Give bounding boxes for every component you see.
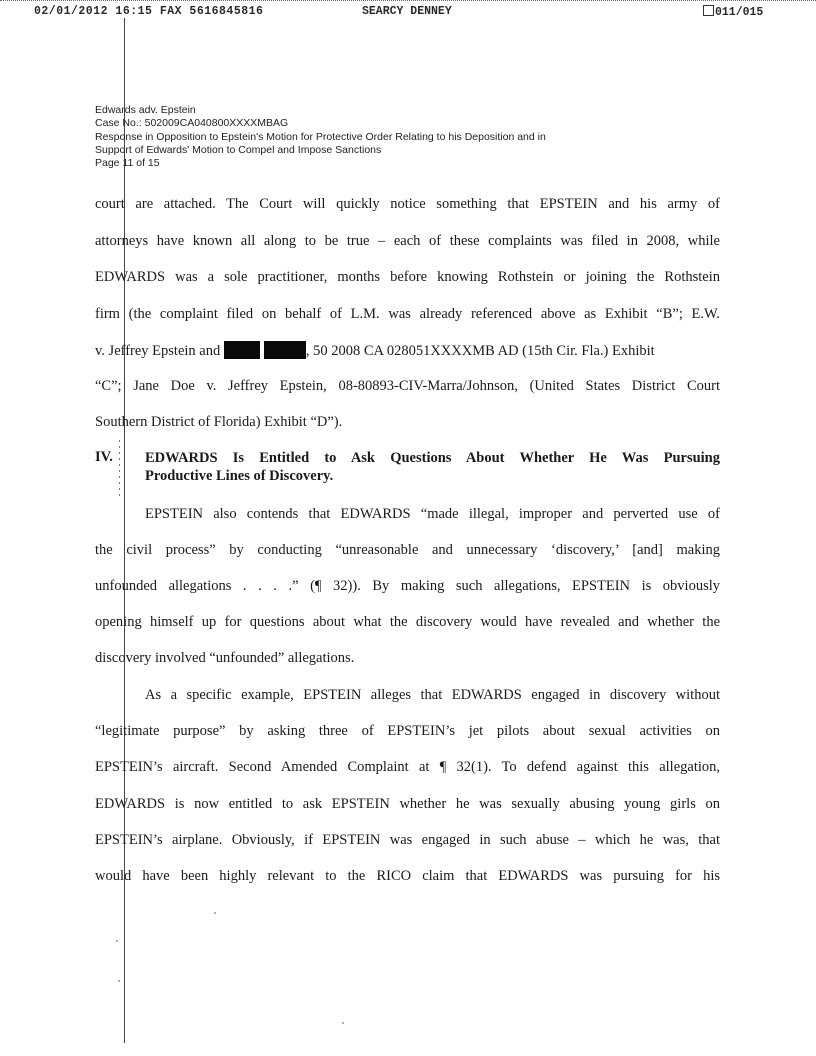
body-line: firm (the complaint filed on behalf of L.M. was already referenced above as Exhibit “B”; E.W. xyxy=(95,306,720,322)
fax-datetime-number: 02/01/2012 16:15 FAX 5616845816 xyxy=(34,5,264,18)
redaction-box xyxy=(264,341,306,359)
body-line: attorneys have known all along to be true – each of these complaints was filed in 2008, while xyxy=(95,233,720,249)
redaction-box xyxy=(224,341,260,359)
fax-sender: SEARCY DENNEY xyxy=(362,5,452,18)
body-line: “C”; Jane Doe v. Jeffrey Epstein, 08-80893-CIV-Marra/Johnson, (United States District Court xyxy=(95,378,720,394)
body-line: opening himself up for questions about what the discovery would have revealed and whether the xyxy=(95,614,720,630)
body-line-with-redaction xyxy=(95,341,720,360)
case-name: Edwards adv. Epstein xyxy=(95,104,196,116)
scan-artifact-line xyxy=(124,18,125,1043)
fax-page-counter-text: 011/015 xyxy=(715,6,764,19)
section-heading-line-2: Productive Lines of Discovery. xyxy=(145,468,334,484)
document-title-line-1: Response in Opposition to Epstein's Motion for Protective Order Relating to his Deposition and in xyxy=(95,130,546,143)
body-line: EPSTEIN’s airplane. Obviously, if EPSTEIN was engaged in such abuse – which he was, that xyxy=(95,832,720,848)
body-line: EDWARDS is now entitled to ask EPSTEIN whether he was sexually abusing young girls on xyxy=(95,796,720,812)
section-number: IV. xyxy=(95,449,113,465)
body-line: discovery involved “unfounded” allegations. xyxy=(95,650,355,666)
checkbox-icon xyxy=(703,5,714,16)
section-heading-line-1: EDWARDS Is Entitled to Ask Questions About Whether He Was Pursuing xyxy=(145,450,720,466)
body-line: EPSTEIN also contends that EDWARDS “made illegal, improper and perverted use of xyxy=(145,506,720,522)
document-title-line-2: Support of Edwards' Motion to Compel and Impose Sanctions xyxy=(95,143,382,156)
body-line: the civil process” by conducting “unreasonable and unnecessary ‘discovery,’ [and] making xyxy=(95,542,720,558)
body-line: “legitimate purpose” by asking three of EPSTEIN’s jet pilots about sexual activities on xyxy=(95,723,720,739)
body-line: unfounded allegations . . . .” (¶ 32)). By making such allegations, EPSTEIN is obviously xyxy=(95,578,720,594)
fax-header xyxy=(0,0,816,21)
scan-speck xyxy=(342,1022,344,1024)
fax-page-counter xyxy=(703,5,763,19)
body-line: court are attached. The Court will quickly notice something that EPSTEIN and his army of xyxy=(95,196,720,212)
scan-speck xyxy=(214,912,216,914)
body-text: , 50 2008 CA 028051XXXXMB AD (15th Cir. Fla.) Exhibit xyxy=(305,343,655,359)
scan-speck xyxy=(118,980,120,982)
scan-artifact-dashes xyxy=(119,440,120,500)
case-number: Case No.: 502009CA040800XXXXMBAG xyxy=(95,117,289,130)
section-heading xyxy=(145,449,720,485)
body-line: Southern District of Florida) Exhibit “D”). xyxy=(95,414,343,430)
body-text: v. Jeffrey Epstein and xyxy=(95,343,221,359)
body-line: As a specific example, EPSTEIN alleges that EDWARDS engaged in discovery without xyxy=(145,687,720,703)
document-caption xyxy=(95,104,735,170)
scan-speck xyxy=(116,940,118,942)
body-line: EPSTEIN’s aircraft. Second Amended Complaint at ¶ 32(1). To defend against this allegation, xyxy=(95,759,720,775)
body-line: would have been highly relevant to the RICO claim that EDWARDS was pursuing for his xyxy=(95,868,720,884)
body-line: EDWARDS was a sole practitioner, months before knowing Rothstein or joining the Rothstein xyxy=(95,269,720,285)
page-number: Page 11 of 15 xyxy=(95,157,160,170)
